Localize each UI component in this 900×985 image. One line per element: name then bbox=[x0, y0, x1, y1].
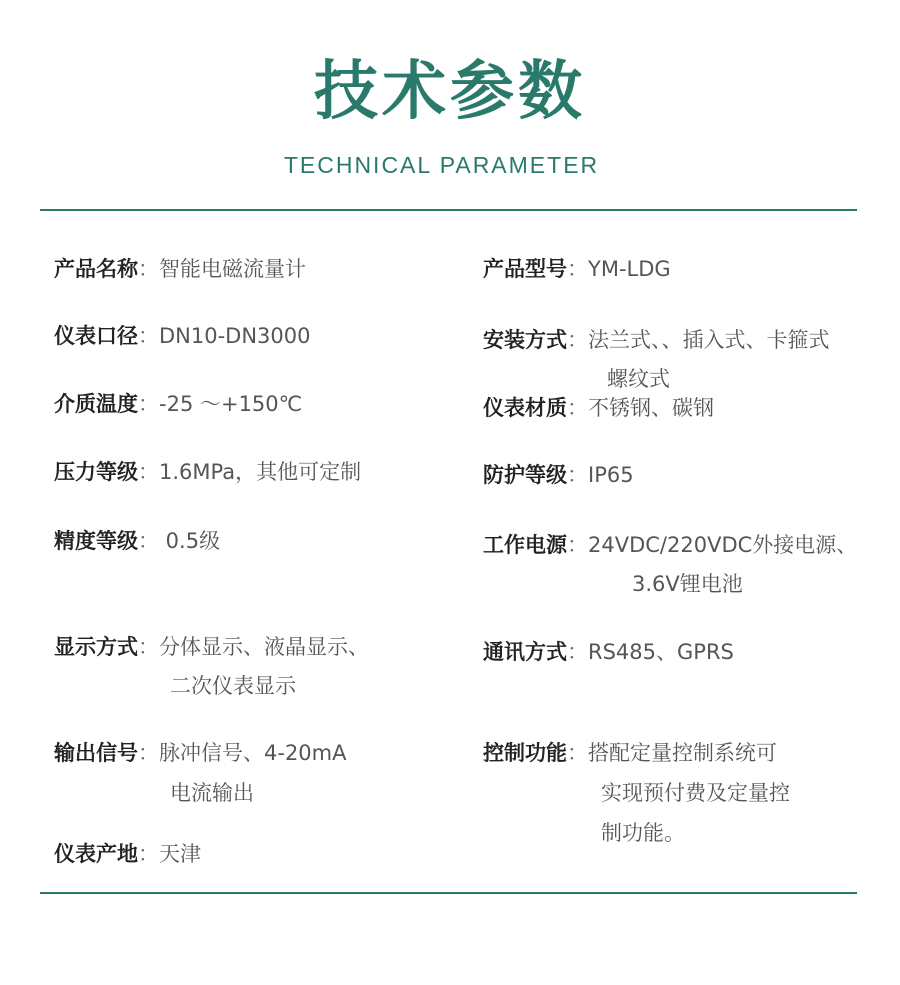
param-caliber bbox=[54, 316, 311, 356]
param-separator: ： bbox=[567, 463, 588, 487]
param-value-continued: 电流输出 bbox=[170, 781, 254, 805]
param-medium-temperature bbox=[54, 384, 302, 424]
param-value: 24VDC/220VDC外接电源、 bbox=[588, 533, 858, 557]
param-label: 通讯方式 bbox=[483, 640, 567, 664]
param-separator: ： bbox=[138, 842, 159, 866]
param-value: 脉冲信号、4-20mA bbox=[159, 741, 347, 765]
param-value: IP65 bbox=[588, 463, 634, 487]
param-value: DN10-DN3000 bbox=[159, 324, 311, 348]
param-value: 法兰式、、插入式、卡箍式 bbox=[588, 328, 830, 352]
param-separator: ： bbox=[567, 396, 588, 420]
param-value: 不锈钢、碳钢 bbox=[588, 396, 714, 420]
param-value: 分体显示、液晶显示、 bbox=[159, 635, 369, 659]
param-protection-class bbox=[483, 455, 634, 495]
param-label: 产品型号 bbox=[483, 257, 567, 281]
param-label: 安装方式 bbox=[483, 328, 567, 352]
param-accuracy-class bbox=[54, 521, 220, 561]
param-separator: ： bbox=[567, 257, 588, 281]
page-subtitle: TECHNICAL PARAMETER bbox=[283, 152, 600, 178]
param-label: 仪表产地 bbox=[54, 842, 138, 866]
param-origin bbox=[54, 834, 201, 874]
param-label: 输出信号 bbox=[54, 741, 138, 765]
bottom-divider bbox=[40, 892, 857, 894]
param-separator: ： bbox=[138, 741, 159, 765]
param-value-continued: 制功能。 bbox=[601, 821, 685, 845]
param-installation-method bbox=[483, 320, 830, 360]
param-value: RS485、GPRS bbox=[588, 640, 734, 664]
param-label: 仪表材质 bbox=[483, 396, 567, 420]
param-value: 智能电磁流量计 bbox=[159, 257, 306, 281]
param-separator: ： bbox=[138, 324, 159, 348]
param-separator: ： bbox=[567, 328, 588, 352]
param-pressure-rating bbox=[54, 452, 361, 492]
param-label: 显示方式 bbox=[54, 635, 138, 659]
param-label: 防护等级 bbox=[483, 463, 567, 487]
param-separator: ： bbox=[138, 460, 159, 484]
param-output-signal bbox=[54, 733, 346, 773]
param-value: 搭配定量控制系统可 bbox=[588, 741, 777, 765]
param-value: 0.5级 bbox=[159, 529, 221, 553]
param-model-number bbox=[483, 249, 671, 289]
param-power-supply bbox=[483, 525, 857, 565]
param-value-continued: 二次仪表显示 bbox=[170, 674, 296, 698]
param-label: 压力等级 bbox=[54, 460, 138, 484]
param-value-continued: 实现预付费及定量控 bbox=[601, 781, 790, 805]
param-separator: ： bbox=[567, 533, 588, 557]
param-label: 仪表口径 bbox=[54, 324, 138, 348]
top-divider bbox=[40, 209, 857, 211]
param-separator: ： bbox=[138, 529, 159, 553]
param-value-continued: 3.6V锂电池 bbox=[632, 572, 743, 596]
param-label: 介质温度 bbox=[54, 392, 138, 416]
param-control-function bbox=[483, 733, 777, 773]
param-separator: ： bbox=[567, 741, 588, 765]
param-display-mode bbox=[54, 627, 369, 667]
param-value: 1.6MPa，其他可定制 bbox=[159, 460, 362, 484]
param-label: 控制功能 bbox=[483, 741, 567, 765]
param-value: YM-LDG bbox=[588, 257, 671, 281]
param-value: -25 ～+150℃ bbox=[159, 392, 303, 416]
page-title: 技术参数 bbox=[314, 55, 586, 129]
param-material bbox=[483, 388, 714, 428]
param-separator: ： bbox=[138, 635, 159, 659]
param-separator: ： bbox=[567, 640, 588, 664]
param-label: 精度等级 bbox=[54, 529, 138, 553]
param-separator: ： bbox=[138, 257, 159, 281]
param-separator: ： bbox=[138, 392, 159, 416]
param-label: 工作电源 bbox=[483, 533, 567, 557]
param-value: 天津 bbox=[159, 842, 201, 866]
param-product-name bbox=[54, 249, 306, 289]
param-value-continued: 螺纹式 bbox=[607, 367, 670, 391]
param-label: 产品名称 bbox=[54, 257, 138, 281]
param-communication bbox=[483, 632, 734, 672]
